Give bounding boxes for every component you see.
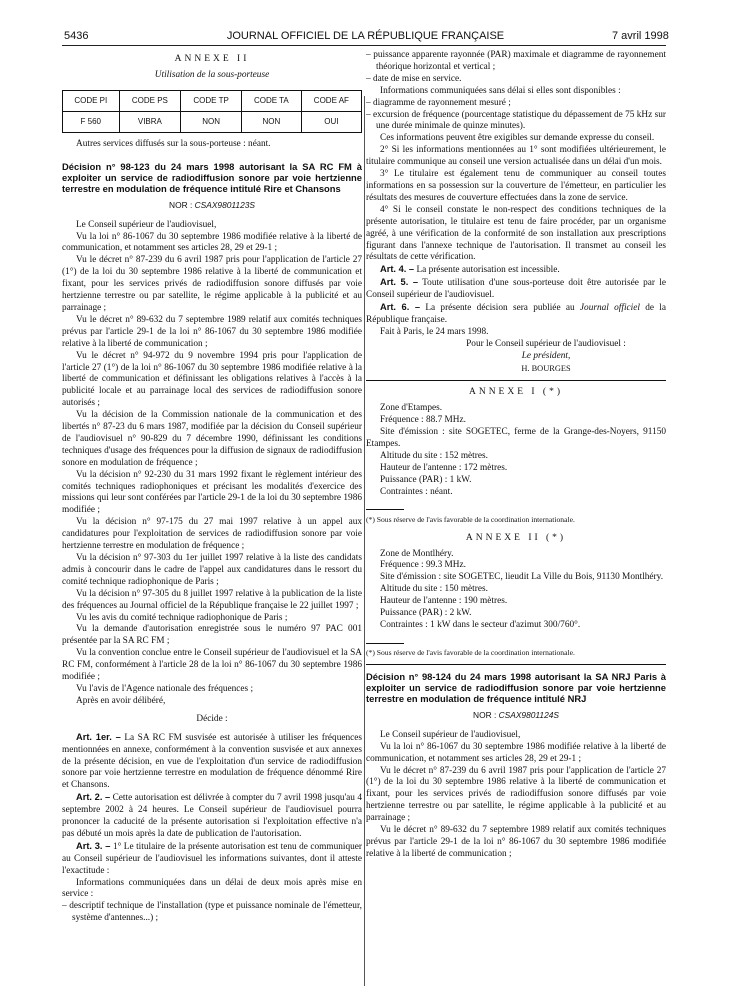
journal-officiel-ref: Journal officiel [579,303,640,314]
article-label: Art. 1er. – [76,731,121,742]
table-header-row [63,90,362,111]
article-label: Art. 6. – [380,302,421,313]
paragraph: Vu la décision n° 97-305 du 8 juillet 1997 relative à la publication de la liste des fréquences au Journal officiel de la République française le 22 juillet 1997 ; [62,588,362,611]
article-text: Cette autorisation est délivrée à compter du 7 avril 1998 jusqu'au 4 septembre 2002 à 24 heures. Le Conseil supérieur de l'audiovisuel pourra prononcer la caducité de la présente autorisation si l'exploitation effective n'a pas débuté un mois après la date de publication de l'autorisation. [62,793,362,839]
table-cell: VIBRA [119,111,181,132]
paragraph: Vu le décret n° 87-239 du 6 avril 1987 pris pour l'application de l'article 27 (1°) de la loi du 30 septembre 1986 relative à la liberté de communication et fixant, pour les services privés de radiodiffusion sonore diffusés par voie hertzienne terrestre ou par satellite, le régime applicable à la publicité et au parrainage ; [366,765,666,824]
annex-line: Puissance (PAR) : 1 kW. [380,474,472,485]
paragraph: Vu la décision n° 97-303 du 1er juillet 1997 relative à la liste des candidats admis à concourir dans le cadre de l'appel aux candidatures dans le ressort du comité technique radiophonique de Paris ; [62,553,362,587]
paragraph: Vu le décret n° 94-972 du 9 novembre 1994 pris pour l'application de l'article 27 (1°) de la loi n° 86-1067 du 30 septembre 1986 modifiée relative à la liberté de communication et définissant les obligations relatives à l'accès à la publicité locale et au parrainage local des services de radiodiffusion sonore autorisés ; [62,350,362,409]
table-header-cell: CODE PI [63,90,120,111]
footnote-rule [366,643,404,644]
issue-date: 7 avril 1998 [612,30,669,42]
article-4 [366,264,666,277]
article-text: La SA RC FM susvisée est autorisée à utiliser les fréquences mentionnées en annexe, conformément à la convention susvisée et aux annexes de la présente décision, en vue de l'exploitation d'un service de radiodiffusion sonore par voie hertzienne terrestre en modulation de fréquence dénommé Rire et Chansons. [62,732,362,791]
article-label: Art. 4. – [380,264,415,275]
paragraph: Vu la demande d'autorisation enregistrée sous le numéro 97 PAC 001 présentée par la SA RC FM ; [62,624,362,647]
paragraph: Vu les avis du comité technique radiophonique de Paris ; [76,612,288,623]
table-header-cell: CODE AF [301,90,361,111]
paragraph: 4° Si le conseil constate le non-respect des conditions techniques de la présente autorisation, le titulaire est tenu de faire procéder, par un organisme agréé, à une vérification de la conformité de son installation aux prescriptions figurant dans l'annexe technique de l'autorisation. Il transmet au conseil les résultats de cette vérification. [366,204,666,263]
paragraph: Après en avoir délibéré, [76,695,166,706]
annex-line: Hauteur de l'antenne : 190 mètres. [380,596,508,607]
left-column [62,50,362,925]
signature-role: Le président, [521,350,571,361]
annex-ii-b-title: ANNEXE II (*) [465,532,567,543]
footnote [366,505,666,525]
nor-code: CSAX9801124S [498,709,559,720]
annex-line: Zone d'Etampes. [380,403,443,414]
nor-label: NOR : [473,709,497,720]
annex-line: Fréquence : 99.3 MHz. [380,560,466,571]
other-services-text: Autres services diffusés sur la sous-porteuse : néant. [76,138,271,149]
paragraph: Le Conseil supérieur de l'audiovisuel, [380,729,521,740]
article-5 [366,277,666,302]
annex-ii-title: ANNEXE II [174,54,250,64]
nor-line [62,200,362,212]
table-cell: NON [241,111,301,132]
nor-code: CSAX9801123S [194,199,255,210]
right-column [366,50,666,861]
list-item: – excursion de fréquence (pourcentage statistique du dépassement de 75 kHz sur une durée minimale de quinze minutes). [366,109,666,132]
annex-line: Altitude du site : 152 mètres. [380,451,488,461]
article-text: La présente autorisation est incessible. [416,265,560,276]
paragraph: Vu le décret n° 89-632 du 7 septembre 1989 relatif aux comités techniques prévus par l'article 29-1 de la loi n° 86-1067 du 30 septembre 1986 modifiée relative à la liberté de communication ; [62,314,362,349]
list-item: – date de mise en service. [366,73,462,84]
paragraph: Vu la loi n° 86-1067 du 30 septembre 1986 modifiée relative à la liberté de communication, et notamment ses articles 28, 29 et 29-1 ; [366,741,666,764]
paragraph: Informations communiquées dans un délai de deux mois après mise en service : [62,877,362,900]
nor-line [366,710,666,722]
article-label: Art. 2. – [76,792,111,803]
decision-98-123-title: Décision n° 98-123 du 24 mars 1998 autorisant la SA RC FM à exploiter un service de radiodiffusion sonore par voie hertzienne terrestre en modulation de fréquence intitulé Rire et Chansons [62,160,362,194]
column-divider [364,96,365,986]
paragraph: 2° Si les informations mentionnées au 1° sont modifiées ultérieurement, le titulaire communique au conseil une version actualisée dans un délai d'un mois. [366,145,666,168]
nor-label: NOR : [169,199,193,210]
footnote-text: (*) Sous réserve de l'avis favorable de la coordination internationale. [366,647,575,657]
annex-line: Site d'émission : site SOGETEC, lieudit La Ville du Bois, 91130 Montlhéry. [380,572,664,583]
annex-line: Fréquence : 88.7 MHz. [380,415,466,426]
article-3 [62,841,362,878]
article-text: La présente décision sera publiée au [425,303,580,314]
paragraph: Informations communiquées sans délai si elles sont disponibles : [380,85,621,96]
article-1 [62,732,362,793]
footnote-rule [366,509,404,510]
header-rule [62,45,666,46]
decision-98-124-title: Décision n° 98-124 du 24 mars 1998 autorisant la SA NRJ Paris à exploiter un service de radiodiffusion sonore par voie hertzienne terrestre en modulation de fréquence intitulé NRJ [366,670,666,704]
paragraph: Vu la décision n° 92-230 du 31 mars 1992 fixant le règlement intérieur des comités techniques radiophoniques et précisant les modalités d'exercice des missions qui leur sont conférées par l'article 29-1 de la loi du 30 septembre 1986 modifiée ; [62,469,362,516]
paragraph: Vu l'avis de l'Agence nationale des fréquences ; [76,683,254,694]
annex-line: Site d'émission : site SOGETEC, ferme de la Grange-des-Noyers, 91150 Etampes. [366,427,666,450]
table-cell: OUI [301,111,361,132]
article-text: 1° Le titulaire de la présente autorisation est tenu de communiquer au Conseil supérieur de l'audiovisuel les informations suivantes, dont il atteste l'exactitude : [62,841,363,876]
signature-name: H. BOURGES [521,363,571,373]
table-cell: F 560 [63,111,120,132]
page-header [0,0,731,40]
paragraph: Vu la décision de la Commission nationale de la communication et des libertés n° 87-23 du 6 mars 1987, modifiée par la décision du Conseil supérieur de l'audiovisuel n° 90-829 du 7 décembre 1990, définissant les conditions techniques d'usage des fréquences pour la diffusion de signaux de radiodiffusion sonore en modulation de fréquence ; [62,410,362,468]
annex-line: Zone de Montlhéry. [380,548,454,559]
article-text: de la République française. [366,303,667,325]
article-2 [62,792,362,841]
annex-i-title: ANNEXE I (*) [468,387,564,398]
article-label: Art. 3. – [76,840,111,851]
subcarrier-table [62,90,362,133]
footnote-text: (*) Sous réserve de l'avis favorable de la coordination internationale. [366,514,575,524]
article-6 [366,302,666,327]
paragraph: Le Conseil supérieur de l'audiovisuel, [76,219,217,230]
paragraph: 3° Le titulaire est également tenu de communiquer au conseil toutes informations en sa possession sur la couverture de l'émetteur, en particulier les résultats des mesures de couverture effectuées dans la zone de service. [366,169,666,203]
annex-ii-subtitle: Utilisation de la sous-porteuse [154,69,270,80]
page-number: 5436 [64,30,89,42]
list-item: – descriptif technique de l'installation (type et puissance nominale de l'émetteur, système d'antennes...) ; [62,901,362,924]
list-item: – puissance apparente rayonnée (PAR) maximale et diagramme de rayonnement théorique horizontal et vertical ; [366,50,666,72]
paragraph: Vu la décision n° 97-175 du 27 mai 1997 relative à un appel aux candidatures pour l'exploitation de services de radiodiffusion sonore par voie hertzienne terrestre en modulation de fréquence ; [62,517,362,552]
decide-heading: Décide : [196,713,228,724]
paragraph: Vu le décret n° 87-239 du 6 avril 1987 pris pour l'application de l'article 27 (1°) de la loi du 30 septembre 1986 relative à la liberté de communication et fixant, pour les services privés de radiodiffusion sonore diffusés par voie hertzienne terrestre ou par satellite, le régime applicable à la publicité et au parrainage ; [62,255,362,313]
section-rule [366,380,666,381]
signature-line: Pour le Conseil supérieur de l'audiovisuel : [466,338,626,349]
table-header-cell: CODE TP [181,90,242,111]
article-text: Toute utilisation d'une sous-porteuse doit être autorisée par le Conseil supérieur de l'audiovisuel. [366,278,667,301]
table-row [63,111,362,132]
annex-line: Hauteur de l'antenne : 172 mètres. [380,462,508,473]
paragraph: Ces informations peuvent être exigibles sur demande expresse du conseil. [380,133,655,144]
section-rule [366,664,666,665]
article-label: Art. 5. – [380,277,419,288]
journal-title: JOURNAL OFFICIEL DE LA RÉPUBLIQUE FRANÇAISE [226,30,505,42]
table-header-cell: CODE PS [119,90,181,111]
annex-line: Contraintes : néant. [380,486,453,497]
table-header-cell: CODE TA [241,90,301,111]
annex-line: Altitude du site : 150 mètres. [380,584,488,595]
paragraph: Vu la convention conclue entre le Conseil supérieur de l'audiovisuel et la SA RC FM, conformément à l'article 28 de la loi n° 86-1067 du 30 septembre 1986 modifiée ; [62,648,362,683]
done-at: Fait à Paris, le 24 mars 1998. [380,326,489,337]
paragraph: Vu la loi n° 86-1067 du 30 septembre 1986 modifiée relative à la liberté de communication, et notamment ses articles 28, 29 et 29-1 ; [62,231,362,254]
table-cell: NON [181,111,242,132]
paragraph: Vu le décret n° 89-632 du 7 septembre 1989 relatif aux comités techniques prévus par l'article 29-1 de la loi n° 86-1067 du 30 septembre 1986 modifiée relative à la liberté de communication ; [366,825,666,859]
footnote [366,638,666,658]
annex-line: Puissance (PAR) : 2 kW. [380,608,472,619]
list-item: – diagramme de rayonnement mesuré ; [366,97,511,108]
annex-line: Contraintes : 1 kW dans le secteur d'azimut 300/760°. [380,619,581,630]
